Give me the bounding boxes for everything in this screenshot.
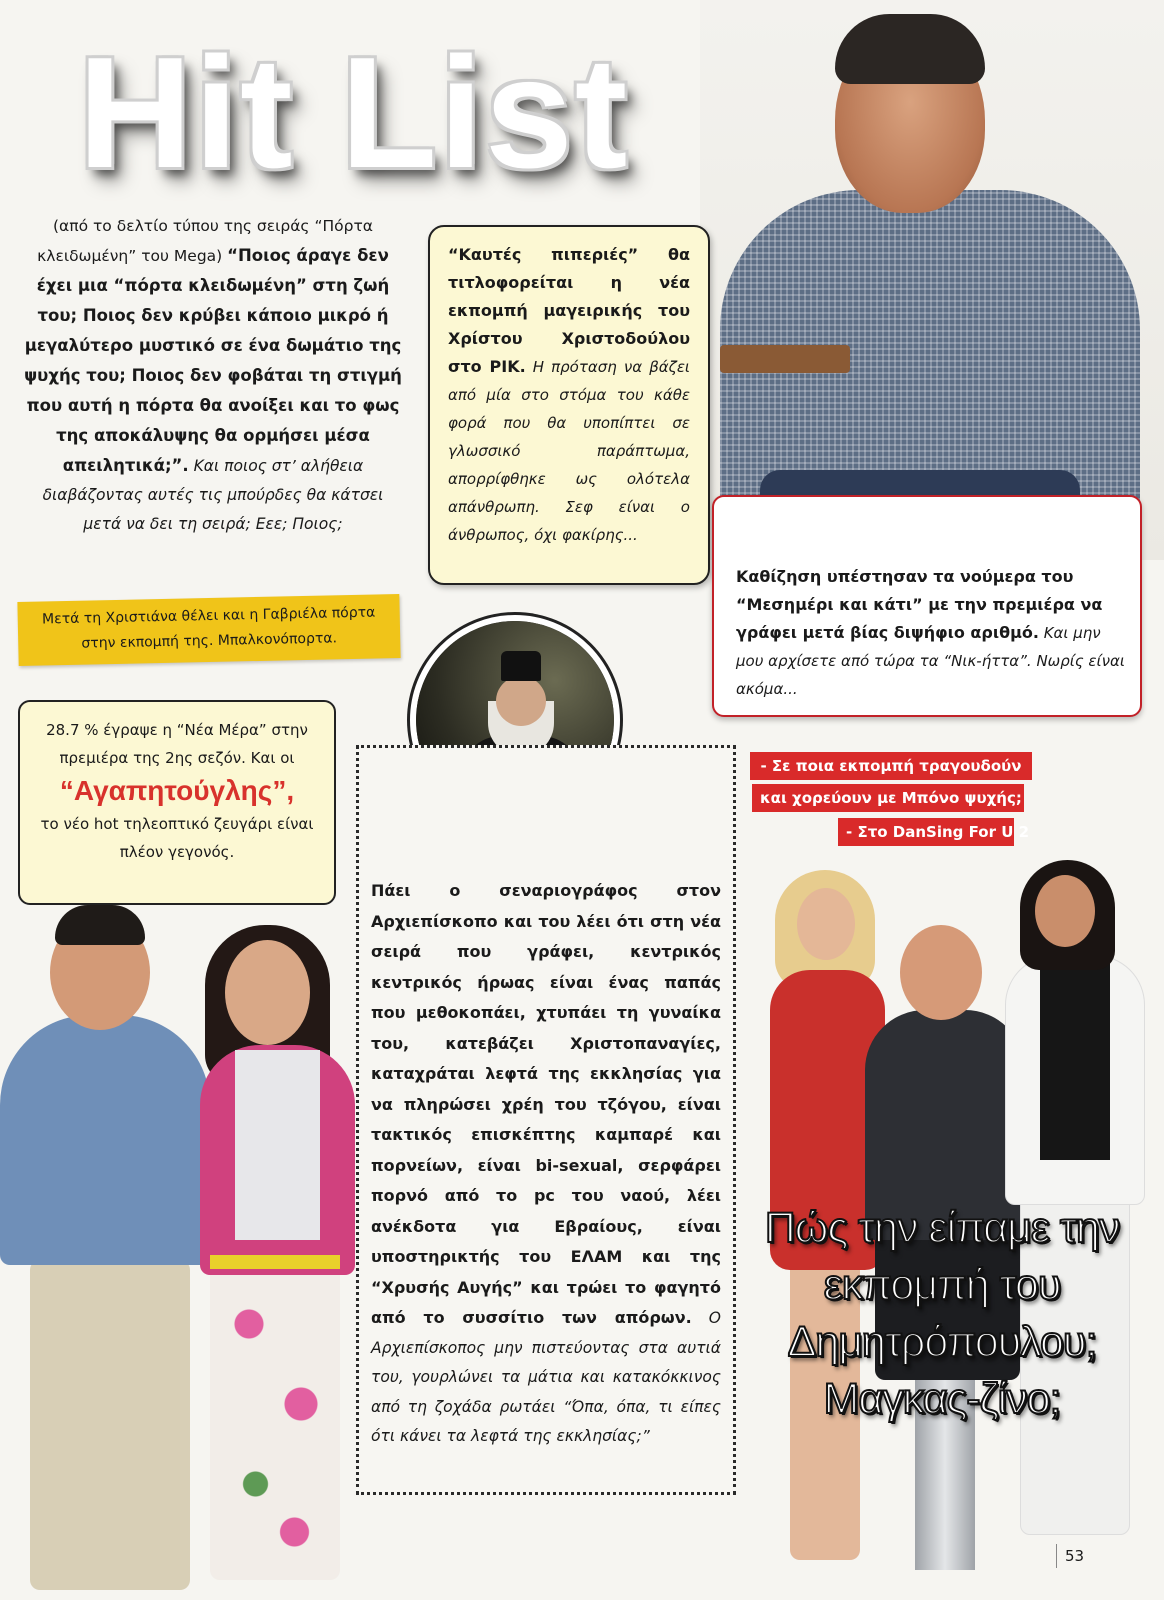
man-hair bbox=[55, 905, 145, 945]
chair bbox=[720, 345, 850, 373]
woman-face bbox=[225, 940, 310, 1045]
intro-comment: Και ποιος στ’ αλήθεια διαβάζοντας αυτές τις μπούρδες θα κάτσει μετά να δει τη σειρά; Εεε; Ποιος; bbox=[42, 457, 384, 533]
intro-lead: (από το δελτίο τύπου της σειράς “Πόρτα κλειδωμένη” του Mega) bbox=[37, 217, 374, 265]
qa-question-line-2: και χορεύουν με Μπόνο ψυχής; bbox=[752, 784, 1024, 812]
host-hair bbox=[835, 14, 985, 84]
woman-left-face bbox=[797, 888, 855, 960]
qa-answer: - Στο DanSing For U 2 bbox=[838, 818, 1014, 846]
ratings-card bbox=[712, 495, 1142, 717]
story-box bbox=[356, 745, 736, 1495]
nea-mera-card bbox=[18, 700, 336, 905]
story-bold: Πάει ο σεναριογράφος στον Αρχιεπίσκοπο και του λέει ότι στη νέα σειρά που γράφει, κεντρικός κεντρικός ήρωας είναι ένας παπάς που μεθοκοπάει, χτυπάει τη γυναίκα του, κατεβάζει Χριστοπαναγίες, καταχράται λεφτά της εκκλησίας για να πληρώσει χρέη του τζόγου, είναι τακτικός επισκέπτης καμπαρέ και πορνείων, είναι bi-sexual, σερφάρει πορνό από το pc του ναού, λέει ανέκδοτα για Εβραίους, είναι υποστηρικτής του ΕΛΑΜ και της “Χρυσής Αυγής” και τρώει το φαγητό από το συσσίτιο των απόρων. bbox=[371, 881, 721, 1327]
woman-belt bbox=[210, 1255, 340, 1269]
page-number: 53 bbox=[1056, 1544, 1116, 1568]
woman-floral-pants bbox=[210, 1260, 340, 1580]
man-face bbox=[900, 925, 982, 1020]
hat bbox=[501, 651, 541, 681]
peppers-card bbox=[428, 225, 710, 585]
story-italic: Ο Αρχιεπίσκοπος μην πιστεύοντας στα αυτιά του, γουρλώνει τα μάτια και κατακόκκινος από τη ζοχάδα ρωτάει “Όπα, όπα, τι είπες ότι κάνει τα λεφτά της εκκλησίας;” bbox=[371, 1309, 721, 1445]
couple-photo bbox=[0, 905, 360, 1600]
ratings-body: Και μην μου αρχίσετε από τώρα τα “Νικ-ήττα”. Νωρίς είναι ακόμα... bbox=[736, 624, 1125, 698]
page-title: Hit List bbox=[78, 25, 630, 201]
intro-article bbox=[22, 212, 404, 539]
peppers-body: Η πρόταση να βάζει από μία στο στόμα του κάθε φορά που θα υποπίπτει σε γλωσσικό παράπτωμα, απορρίφθηκε ως ολότελα απάνθρωπη. Σεφ είναι ο άνθρωπος, όχι φακίρης... bbox=[448, 358, 690, 544]
woman-right-face bbox=[1035, 875, 1095, 947]
host-photo bbox=[700, 0, 1164, 560]
man-shirt bbox=[0, 1015, 210, 1265]
ratings-headline: Καθίζηση υπέστησαν τα νούμερα του “Μεσημέρι και κάτι” με την πρεμιέρα να γράφει μετά βίας διψήφιο αριθμό. bbox=[736, 567, 1103, 642]
intro-quote: “Ποιος άραγε δεν έχει μια “πόρτα κλειδωμένη” στη ζωή του; Ποιος δεν κρύβει κάποιο μικρό ή μεγαλύτερο μυστικό σε ένα δωμάτιο της ψυχής του; Ποιος δεν φοβάται τη στιγμή που αυτή η πόρτα θα ανοίξει και το φως της αποκάλυψης θα ορμήσει μέσα απειλητικά;”. bbox=[24, 246, 402, 475]
face bbox=[496, 676, 546, 726]
nea-mera-text-before: 28.7 % έγραψε η “Νέα Μέρα” στην πρεμιέρα της 2ης σεζόν. Και οι bbox=[46, 721, 308, 767]
punchline-headline: Πώς την είπαμε την εκπομπή του Δημητρόπουλου; Μαγκας-ζίνο; bbox=[764, 1204, 1120, 1423]
man-pants bbox=[30, 1260, 190, 1590]
woman-right-top bbox=[1040, 960, 1110, 1160]
woman-blouse bbox=[235, 1050, 320, 1240]
peppers-headline: “Καυτές πιπεριές” θα τιτλοφορείται η νέα εκπομπή μαγειρικής του Χρίστου Χριστοδούλου στο ΡΙΚ. bbox=[448, 245, 690, 376]
nea-mera-text-after: το νέο hot τηλεοπτικό ζευγάρι είναι πλέον γεγονός. bbox=[40, 815, 314, 861]
nea-mera-highlight: “Αγαπητούγλης”, bbox=[59, 775, 295, 806]
banner-note: Μετά τη Χριστιάνα θέλει και η Γαβριέλα πόρτα στην εκπομπή της. Μπαλκονόπορτα. bbox=[17, 594, 400, 666]
qa-question-line-1: - Σε ποια εκπομπή τραγουδούν bbox=[750, 752, 1032, 780]
